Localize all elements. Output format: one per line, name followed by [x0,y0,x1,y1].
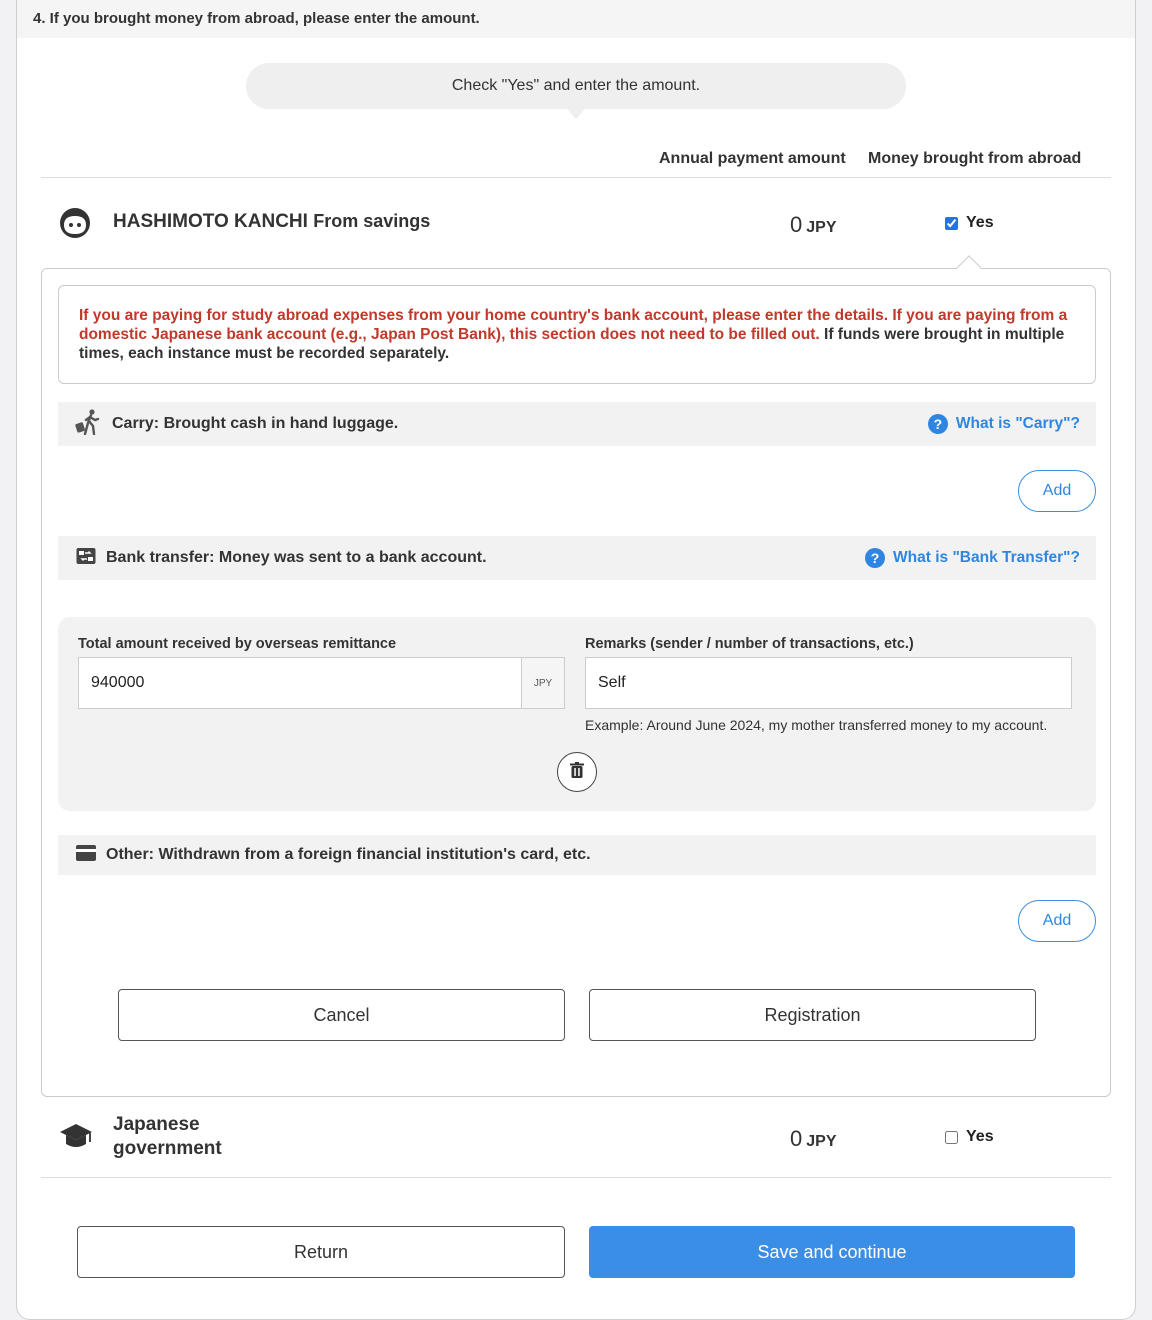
carry-add-button[interactable]: Add [1018,470,1096,512]
bank-transfer-label: Bank transfer: Money was sent to a bank account. [106,549,487,566]
remarks-input[interactable] [585,657,1072,709]
remarks-example: Example: Around June 2024, my mother transferred money to my account. [585,717,1048,733]
yes-label: Yes [966,1128,994,1145]
section-title: 4. If you brought money from abroad, please enter the amount. [17,0,1135,38]
traveler-luggage-icon [74,409,102,440]
divider [41,1177,1111,1178]
notice-text: If funds were brought in multiple times, each instance must be recorded separately. [79,326,1065,362]
form-page [16,0,1136,1320]
registration-button[interactable]: Registration [589,989,1036,1041]
face-icon [59,207,91,244]
bank-transfer-entry [58,617,1096,811]
person-name: Japanese government [113,1114,222,1159]
annual-amount-value: 0 [790,1126,803,1151]
annual-amount [790,212,837,238]
annual-payment-column-header: Annual payment amount [659,150,846,167]
help-icon: ? [928,414,948,434]
brought-from-abroad-checkbox[interactable] [945,1128,994,1146]
yes-label: Yes [966,214,994,231]
hint-bubble-arrow [567,109,585,119]
hint-bubble: Check "Yes" and enter the amount. [246,63,906,109]
card-icon [76,845,96,866]
annual-amount-value: 0 [790,212,803,237]
bank-transfer-help-text: What is "Bank Transfer"? [893,549,1080,566]
bank-transfer-icon [76,546,96,571]
yes-checkbox[interactable] [945,1131,958,1144]
annual-amount [790,1126,837,1152]
other-add-button[interactable]: Add [1018,900,1096,942]
help-icon: ? [865,548,885,568]
carry-help-link[interactable] [928,414,1080,434]
delete-entry-button[interactable] [557,752,597,792]
notice-warning-text: If you are paying for study abroad expenses from your home country's bank account, please enter the details. If you are paying from a domestic Japanese bank account (e.g., Japan Post Bank), this section does not need to be filled out. [79,307,1068,343]
annual-amount-currency: JPY [806,1133,837,1150]
payment-source: From savings [313,211,431,231]
person-name-row [113,211,430,233]
notice-box [58,285,1096,384]
graduation-cap-icon [59,1122,93,1157]
other-label: Other: Withdrawn from a foreign financial institution's card, etc. [106,846,591,863]
trash-icon [570,762,584,783]
carry-help-text: What is "Carry"? [955,415,1080,432]
bank-transfer-section-header [58,536,1096,580]
person-name: HASHIMOTO KANCHI [113,211,308,232]
remittance-amount-label: Total amount received by overseas remittance [78,636,397,652]
remarks-label: Remarks (sender / number of transactions, etc.) [585,636,914,652]
currency-unit: JPY [521,657,565,709]
carry-section-header [58,402,1096,446]
funds-detail-panel [41,268,1111,1097]
divider [41,177,1111,178]
remittance-amount-input[interactable] [78,657,522,709]
yes-checkbox[interactable] [945,217,958,230]
carry-label: Carry: Brought cash in hand luggage. [112,415,399,432]
save-and-continue-button[interactable]: Save and continue [589,1226,1075,1278]
other-section-header [58,835,1096,875]
cancel-button[interactable]: Cancel [118,989,565,1041]
annual-amount-currency: JPY [806,219,837,236]
bank-transfer-help-link[interactable] [865,548,1080,568]
return-button[interactable]: Return [77,1226,565,1278]
money-abroad-column-header: Money brought from abroad [868,150,1082,167]
brought-from-abroad-checkbox[interactable] [945,214,994,232]
